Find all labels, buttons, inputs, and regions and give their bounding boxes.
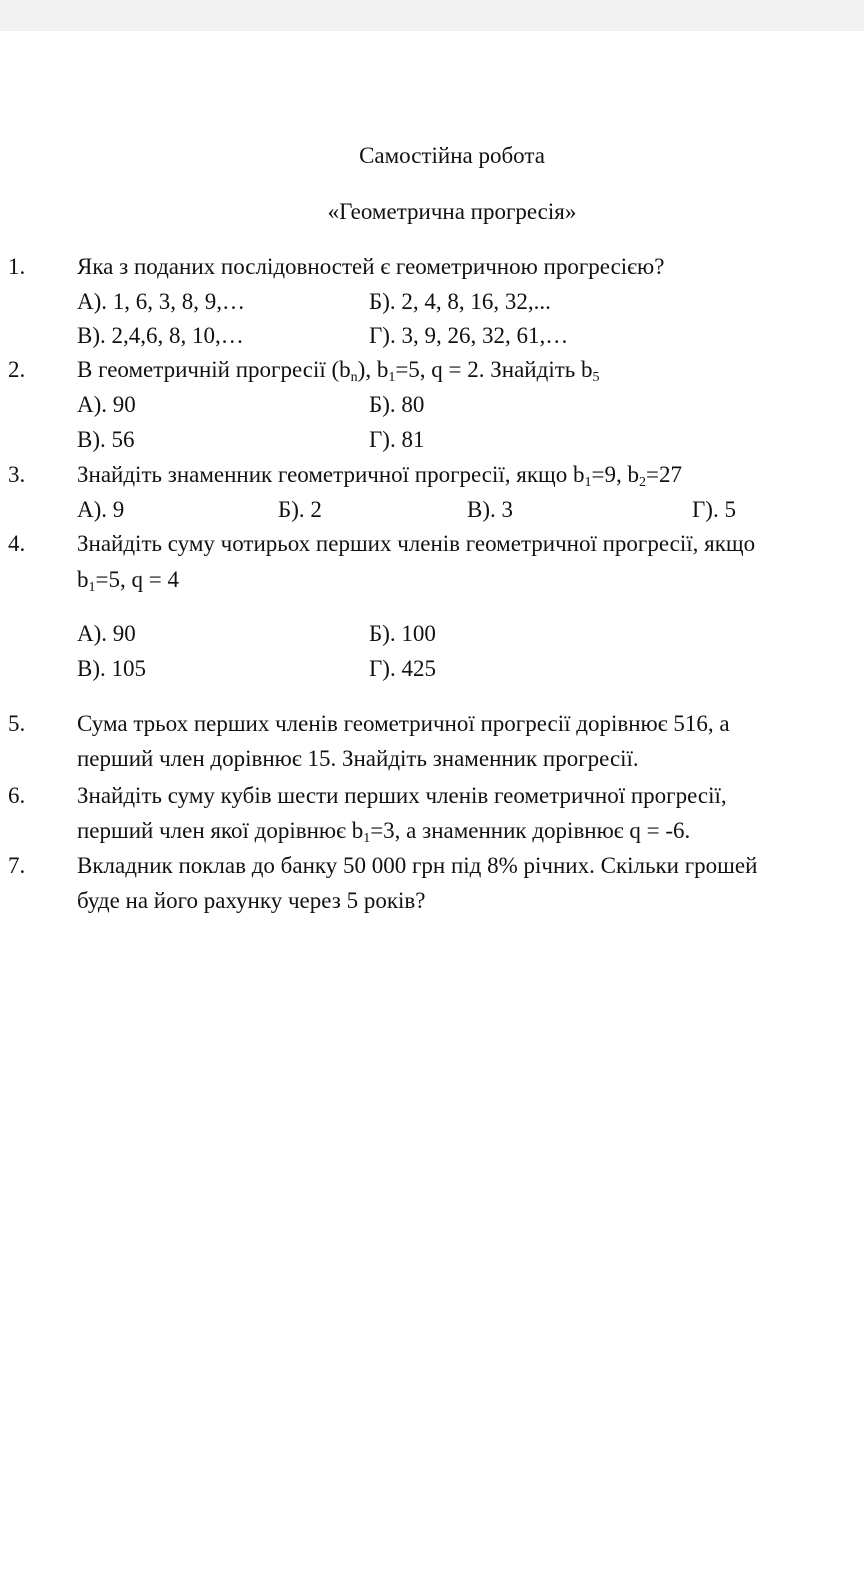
option-d: Г). 81 [369,427,425,452]
question-text-continued: перший член дорівнює 15. Знайдіть знаменник прогресії. [77,746,639,771]
option-d: Г). 5 [692,497,736,522]
question-text: Знайдіть суму чотирьох перших членів геометричної прогресії, якщо [77,531,756,556]
option-d: Г). 425 [369,656,436,681]
question-number: 3. [8,462,26,487]
question-text: Знайдіть знаменник геометричної прогресії, якщо $b_1=9$, $b_2=27$ [77,462,682,490]
option-b: Б). 2 [278,497,322,522]
question-number: 4. [8,531,26,556]
page-title: Самостійна робота [359,143,545,168]
option-a: А). 9 [77,497,125,522]
question-text: Знайдіть суму кубів шести перших членів геометричної прогресії, [77,783,727,808]
option-b: Б). 100 [369,621,436,646]
option-d: Г). 3, 9, 26, 32, 61,… [369,323,569,348]
option-a: А). 1, 6, 3, 8, 9,… [77,289,246,314]
question-text: Сума трьох перших членів геометричної прогресії дорівнює 516, а [77,711,730,736]
question-text-continued: перший член якої дорівнює $b_1=3$, а знаменник дорівнює q = -6. [77,818,691,846]
top-bar [0,0,864,31]
question-text: Яка з поданих послідовностей є геометричною прогресією? [77,254,665,279]
option-c: В). 105 [77,656,146,681]
question-number: 6. [8,783,26,808]
question-number: 5. [8,711,26,736]
option-b: Б). 80 [369,392,425,417]
question-text-continued: $b_1=5$, q = 4 [77,567,179,595]
option-c: В). 56 [77,427,135,452]
option-c: В). 3 [467,497,513,522]
question-number: 2. [8,357,26,382]
option-c: В). 2,4,6, 8, 10,… [77,323,244,348]
question-number: 1. [8,254,26,279]
option-a: А). 90 [77,621,136,646]
page-subtitle: «Геометрична прогресія» [327,199,577,224]
option-a: А). 90 [77,392,136,417]
option-b: Б). 2, 4, 8, 16, 32,... [369,289,551,314]
question-text: В геометричній прогресії $(b_n)$, $b_1=5$, q = 2. Знайдіть $b_5$ [77,357,600,385]
question-text: Вкладник поклав до банку 50 000 грн під 8% річних. Скільки грошей [77,853,758,878]
question-number: 7. [8,853,26,878]
question-text-continued: буде на його рахунку через 5 років? [77,888,426,913]
